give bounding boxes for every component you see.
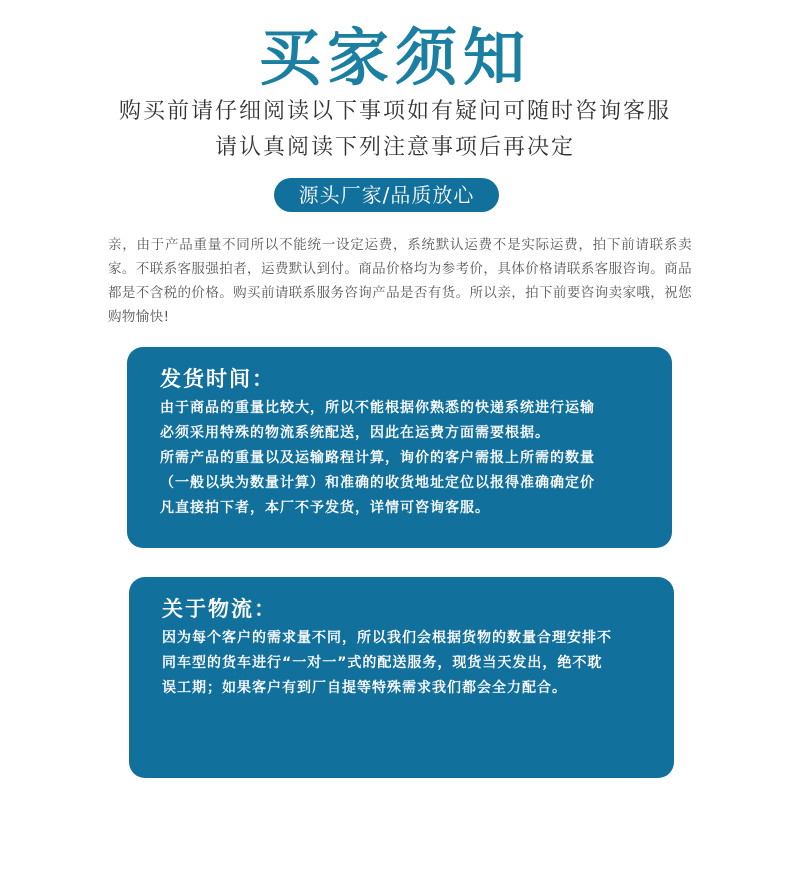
logistics-line: 同车型的货车进行“一对一”式的配送服务，现货当天发出，绝不耽 [162,655,603,671]
logistics-card [129,577,674,778]
shipping-line: 必须采用特殊的物流系统配送，因此在运费方面需要根据。 [160,425,550,441]
shipping-line: 由于商品的重量比较大，所以不能根据你熟悉的快递系统进行运输 [160,400,595,416]
subtitle-line-1: 购买前请仔细阅读以下事项如有疑问可随时咨询客服 [118,99,671,124]
notice-paragraph: 亲，由于产品重量不同所以不能统一设定运费，系统默认运费不是实际运费，拍下前请联系卖家。不联系客服强拍者，运费默认到付。商品价格均为参考价，具体价格请联系客服咨询。商品都是不含税的价格。购买前请联系服务咨询产品是否有货。所以亲，拍下前要咨询卖家哦，祝您购物愉快! [108,237,692,325]
shipping-time-card [127,347,672,548]
logistics-line: 误工期；如果客户有到厂自提等特殊需求我们都会全力配合。 [162,680,567,696]
shipping-line: （一般以块为数量计算）和准确的收货地址定位以报得准确确定价 [160,475,595,491]
shipping-line: 凡直接拍下者，本厂不予发货，详情可咨询客服。 [160,500,490,516]
shipping-time-title: 发货时间： [160,367,275,391]
subtitle-line-2: 请认真阅读下列注意事项后再决定 [214,135,575,160]
page-title: 买家须知 [258,21,531,94]
shipping-line: 所需产品的重量以及运输路程计算，询价的客户需报上所需的数量 [160,450,595,466]
logistics-line: 因为每个客户的需求量不同，所以我们会根据货物的数量合理安排不 [162,630,612,646]
logistics-title: 关于物流： [162,597,277,621]
quality-badge: 源头厂家/品质放心 [274,178,499,212]
